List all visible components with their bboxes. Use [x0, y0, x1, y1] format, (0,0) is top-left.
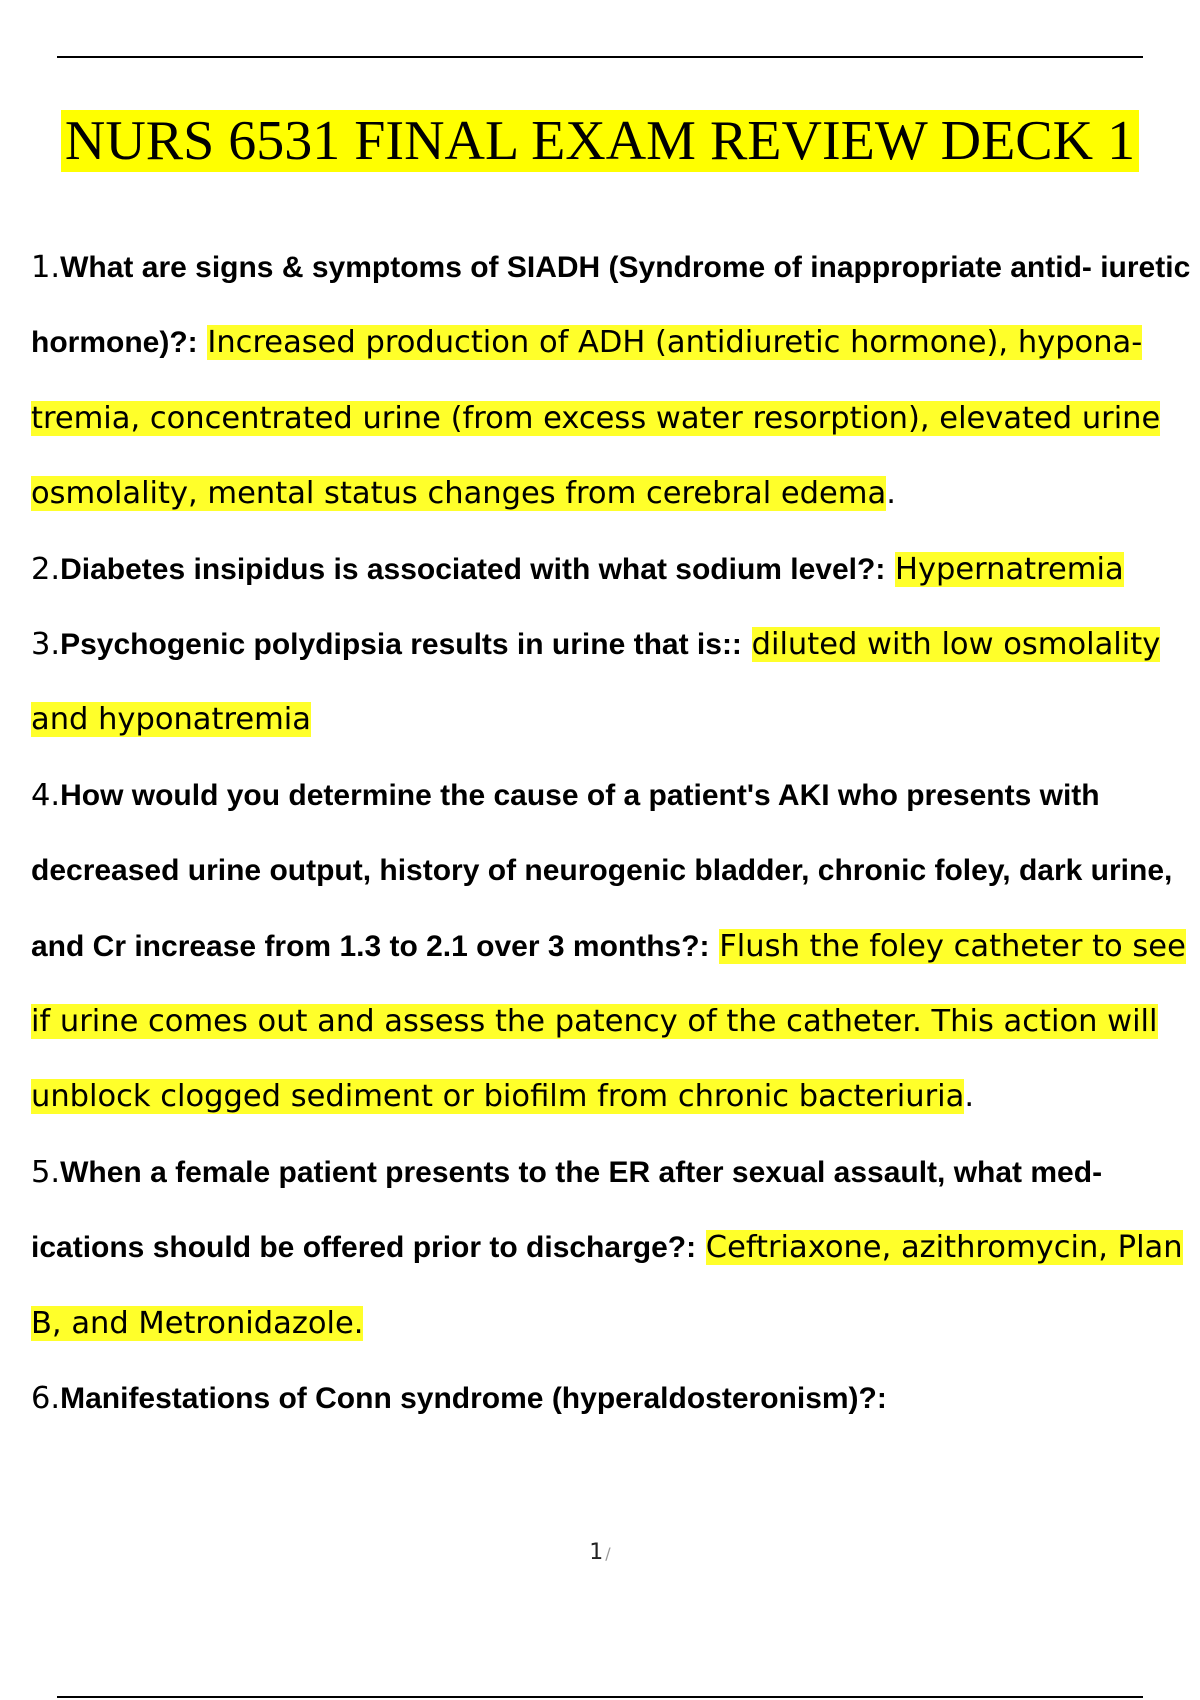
- answer-text: Ceftriaxone, azithromycin, Plan B, and Metronidazole.: [31, 1230, 1183, 1341]
- item-number: 5.: [31, 1154, 61, 1190]
- page-number: [0, 1540, 1200, 1565]
- page-title: [0, 108, 1200, 174]
- answer-trailing: .: [964, 1079, 975, 1115]
- list-item: [31, 758, 1200, 1135]
- list-item: [31, 1361, 1200, 1436]
- question-text: Psychogenic polydipsia results in urine that is::: [60, 628, 742, 662]
- question-text: How would you determine the cause of a patient's AKI who presents with decreased urine output, history of neurogenic bladder, chronic foley, dark urine, and Cr increase from 1.3 to 2.1 over 3 months?:: [31, 778, 1173, 963]
- list-item: [31, 230, 1200, 532]
- top-rule: [57, 56, 1143, 58]
- answer-text: Flush the foley catheter to see if urine comes out and assess the patency of the catheter. This action will unblock clogged sediment or biofilm from chronic bacteriuria: [31, 928, 1186, 1115]
- list-item: [31, 607, 1200, 758]
- answer-trailing: .: [886, 476, 896, 512]
- question-text: What are signs & symptoms of SIADH (Syndrome of inappropriate antid- iuretic hormone)?:: [31, 251, 1191, 360]
- page-title-text: NURS 6531 FINAL EXAM REVIEW DECK 1: [61, 110, 1139, 172]
- answer-text: Hypernatremia: [895, 551, 1124, 587]
- page-number-value: 1: [589, 1540, 604, 1565]
- question-text: Diabetes insipidus is associated with what sodium level?:: [60, 552, 886, 586]
- item-number: 1.: [31, 250, 61, 285]
- list-item: [31, 532, 1200, 607]
- item-number: 6.: [31, 1381, 61, 1417]
- list-item: [31, 1135, 1200, 1361]
- bottom-rule: [57, 1696, 1143, 1698]
- item-number: 3.: [31, 627, 61, 663]
- item-number: 2.: [31, 551, 61, 587]
- answer-text: Increased production of ADH (antidiuretic hormone), hypona- tremia, concentrated urine (from excess water resorption), elevated urine osmolality, mental status changes from cerebral edema: [31, 325, 1161, 512]
- answer-text: diluted with low osmolality and hyponatremia: [31, 627, 1161, 738]
- question-text: When a female patient presents to the ER after sexual assault, what med- ications should be offered prior to discharge?:: [31, 1155, 1103, 1265]
- question-text: Manifestations of Conn syndrome (hyperaldosteronism)?:: [60, 1382, 887, 1416]
- question-list: [31, 230, 1200, 1437]
- item-number: 4.: [31, 777, 61, 813]
- page-number-separator: /: [605, 1544, 611, 1563]
